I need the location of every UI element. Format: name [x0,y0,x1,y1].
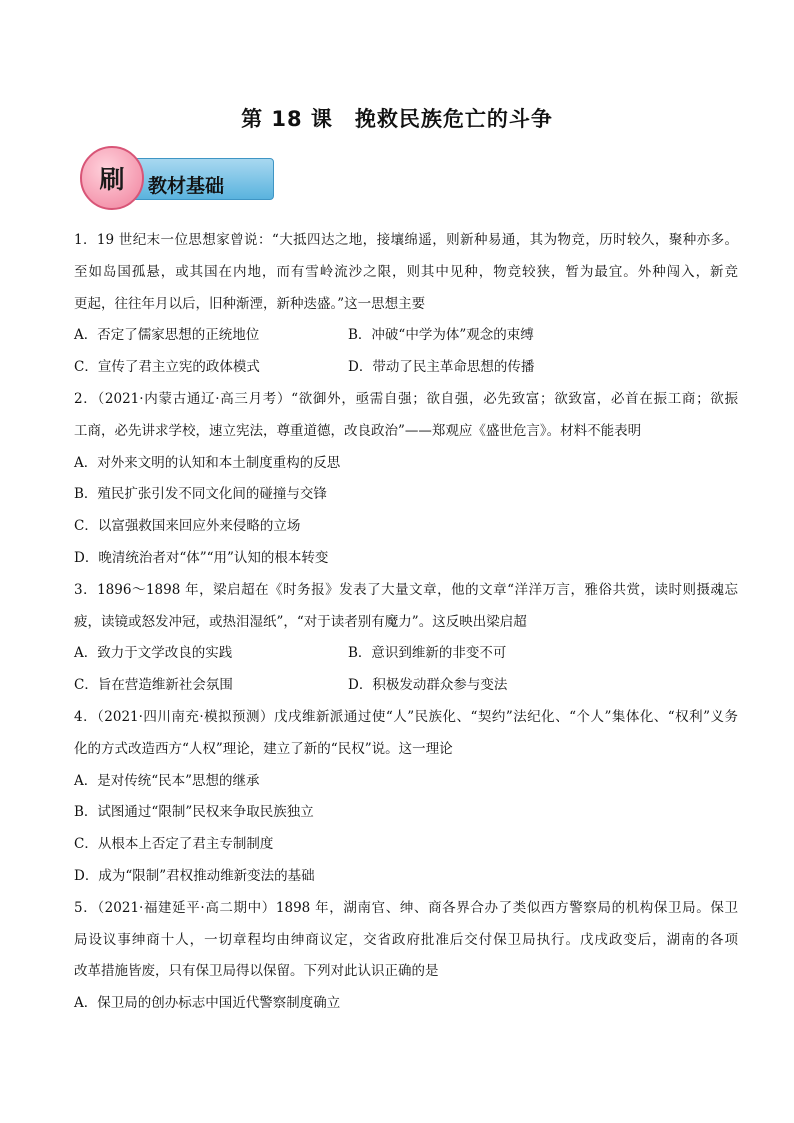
question-stem-line: 1．19 世纪末一位思想家曾说：“大抵四达之地，接壤绵遥，则新种易通，其为物竞，历时较久，聚种亦多。 [74,232,738,248]
page-title: 第 18 课 挽救民族危亡的斗争 [241,107,553,131]
option-c[interactable]: C．从根本上否定了君主专制制度 [74,836,274,853]
option-c[interactable]: C．以富强救国来回应外来侵略的立场 [74,518,301,535]
option-b[interactable]: B．试图通过“限制”民权来争取民族独立 [74,804,314,821]
question-stem-line: 改革措施皆废，只有保卫局得以保留。下列对此认识正确的是 [74,963,439,980]
option-row [74,352,738,384]
option-a[interactable]: A．致力于文学改良的实践 [74,645,233,662]
option-d[interactable]: D．带动了民主革命思想的传播 [348,359,535,376]
option-b[interactable]: B．殖民扩张引发不同文化间的碰撞与交锋 [74,486,327,503]
option-a[interactable]: A．保卫局的创办标志中国近代警察制度确立 [74,995,341,1012]
option-row [74,670,738,702]
question-stem-line: 2．（2021·内蒙古通辽·高三月考）“欲御外，亟需自强；欲自强，必先致富；欲致富，必首在振工商；欲振 [74,390,738,407]
option-d[interactable]: D．积极发动群众参与变法 [348,677,508,694]
question-1 [74,225,738,384]
option-a[interactable]: A．否定了儒家思想的正统地位 [74,327,260,344]
option-c[interactable]: C．宣传了君主立宪的政体模式 [74,359,260,376]
option-b[interactable]: B．冲破“中学为体”观念的束缚 [348,327,534,344]
question-2 [74,384,738,575]
question-stem-line: 工商，必先讲求学校，速立宪法，尊重道德，改良政治”——郑观应《盛世危言》。材料不能表明 [74,422,642,439]
question-stem-line: 3．1896～1898 年，梁启超在《时务报》发表了大量文章，他的文章“洋洋万言，雅俗共赏，读时则摄魂忘 [74,581,738,598]
banner-label: 教材基础 [148,175,225,197]
question-stem-line: 至如岛国孤悬，或其国在内地，而有雪岭流沙之限，则其中见种，物竞较狭，暂为最宜。外种闯入，新竞 [74,263,738,280]
question-stem-line: 5．（2021·福建延平·高二期中）1898 年，湖南官、绅、商各界合办了类似西方警察局的机构保卫局。保卫 [74,899,738,916]
option-c[interactable]: C．旨在营造维新社会氛围 [74,677,233,694]
question-stem-line: 更起，往往年月以后，旧种渐湮，新种迭盛。”这一思想主要 [74,295,426,312]
section-banner [80,146,274,206]
question-stem-line: 化的方式改造西方“人权”理论，建立了新的“民权”说。这一理论 [74,740,453,757]
question-4 [74,702,738,893]
option-row [74,320,738,352]
option-b[interactable]: B．意识到维新的非变不可 [348,645,507,662]
option-a[interactable]: A．是对传统“民本”思想的继承 [74,772,260,789]
question-3 [74,575,738,702]
question-list [74,225,738,1020]
option-d[interactable]: D．晚清统治者对“体”“用”认知的根本转变 [74,549,329,566]
option-a[interactable]: A．对外来文明的认知和本土制度重构的反思 [74,454,341,471]
option-row [74,638,738,670]
banner-badge: 刷 [80,146,144,210]
question-stem-line: 疲，读镜或怒发冲冠，或热泪湿纸”，“对于读者别有魔力”。这反映出梁启超 [74,613,527,630]
question-stem-line: 4．（2021·四川南充·模拟预测）戊戌维新派通过使“人”民族化、“契约”法纪化、“个人”集体化、“权利”义务 [74,708,738,725]
question-5 [74,893,738,1020]
option-d[interactable]: D．成为“限制”君权推动维新变法的基础 [74,867,315,884]
question-stem-line: 局设议事绅商十人，一切章程均由绅商议定，交省政府批准后交付保卫局执行。戊戌政变后，湖南的各项 [74,931,738,948]
